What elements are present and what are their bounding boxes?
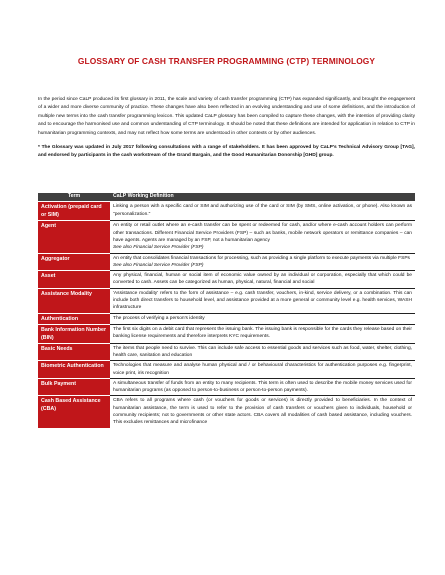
definition-text: The first six digits on a debit card that represent the issuing bank. The issuing bank is responsible for the cards they release based on their banking license requirements and therefore interprets KYC requirements.	[113, 326, 412, 339]
term-cell: Assistance Modality	[38, 288, 110, 313]
definition-cell	[110, 396, 415, 428]
definition-cell	[110, 202, 415, 221]
term-column-header: Term	[38, 193, 110, 202]
definition-cell	[110, 361, 415, 379]
glossary-table	[38, 193, 415, 428]
document-title: GLOSSARY OF CASH TRANSFER PROGRAMMING (CTP) TERMINOLOGY	[77, 56, 376, 66]
term-cell: Authentication	[38, 313, 110, 324]
definition-cell	[110, 253, 415, 271]
definition-cell	[110, 378, 415, 396]
definition-text: Linking a person with a specific card or SIM and authorizing use of the card or SIM (by SMS, online activation, or phone). Also known as "personalization."	[113, 204, 412, 217]
term-cell: Biometric Authentication	[38, 361, 110, 379]
definition-cell	[110, 313, 415, 324]
table-row	[38, 324, 415, 343]
definition-text: The items that people need to survive. This can include safe access to essential goods and services such as food, water, shelter, clothing, health care, sanitation and education	[113, 345, 412, 358]
table-row	[38, 378, 415, 396]
term-cell: Basic Needs	[38, 343, 110, 361]
glossary-header-row	[38, 193, 415, 202]
definition-text: 'Assistance modality' refers to the form of assistance – e.g. cash transfer, vouchers, in-kind, service delivery, or a combination. This can include both direct transfers to household level, and assistance provided at a more general or community level e.g. health services, WASH infrastructure	[113, 290, 412, 311]
definition-text: Any physical, financial, human or social item of economic value owned by an individual or corporation, especially that which could be converted to cash. Assets can be categorized as human, physical, natural, financial and social	[113, 273, 412, 286]
table-row	[38, 313, 415, 324]
update-note: * The Glossary was updated in July 2017 following consultations with a range of stakeholders. It has been approved by CaLP's Technical Advisory Group [TAG], and endorsed by participants in the cash workstream of the Grand Bargain, and the Good Humanitarian Donorship [GHD] group.	[38, 145, 415, 159]
term-cell: Cash Based Assistance (CBA)	[38, 396, 110, 428]
definition-text: The process of verifying a person's identity	[113, 315, 205, 321]
definition-text: A simultaneous transfer of funds from an entity to many recipients. This term is often used to describe the mobile money services used for humanitarian programs (as opposed to person-to-business or person-to-person payments).	[113, 380, 412, 394]
term-cell: Agent	[38, 221, 110, 253]
table-row	[38, 221, 415, 253]
definition-cell	[110, 343, 415, 361]
table-row	[38, 343, 415, 361]
table-row	[38, 396, 415, 428]
term-cell: Asset	[38, 271, 110, 289]
table-row	[38, 202, 415, 221]
intro-paragraph: In the period since CaLP produced its first glossary in 2011, the scale and variety of cash transfer programming (CTP) has expanded significantly, and brought the engagement of a wider and more diverse community of practice. These changes have also been reflected in an evolving understanding and use of some definitions, and the introduction of multiple new terms into the cash transfer programming lexicon. This updated CaLP glossary has been compiled to capture these changes, with the intention of providing clarity and to encourage the harmonised use and common understanding of CTP terminology. It should be noted that these definitions are intended for application in relation to CTP in humanitarian programming contexts, and may not reflect how some terms are understood in other contexts or by other audiences.	[38, 97, 415, 136]
term-cell: Bank Information Number (BIN)	[38, 324, 110, 343]
definition-cell	[110, 288, 415, 313]
definition-text: An entity or retail outlet where an e-cash transfer can be spent or redeemed for cash, and/or where e-cash account holders can perform other transactions. Different Financial Service Providers (FSP) – such as banks, mobile network operators or remittance companies – can have agents. Agents are managed by an FSP, not a humanitarian agency	[113, 223, 412, 243]
table-row	[38, 271, 415, 289]
definition-text: An entity that consolidates financial transactions for processing, such as providing a single platform to execute payments via multiple FSPs	[113, 255, 410, 261]
term-cell: Bulk Payment	[38, 378, 110, 396]
definition-cell	[110, 221, 415, 253]
term-cell: Aggregator	[38, 253, 110, 271]
term-cell: Activation (prepaid card or SIM)	[38, 202, 110, 221]
definition-cell	[110, 324, 415, 343]
see-also-text: See also Financial Service Provider (FSP)	[113, 262, 204, 268]
definition-text: CBA refers to all programs where cash (or vouchers for goods or services) is directly provided to beneficiaries. In the context of humanitarian assistance, the term is used to refer to the provision of cash transfers or vouchers given to individuals, household or community recipients; not to governments or other state actors. CBA covers all modalities of cash based assistance, including vouchers. This excludes remittances and microfinance	[113, 398, 412, 426]
table-row	[38, 361, 415, 379]
definition-column-header: CaLP Working Definition	[110, 193, 415, 202]
table-row	[38, 253, 415, 271]
intro-section	[38, 96, 415, 161]
definition-text: Technologies that measure and analyse human physical and / or behavioural characteristics for authentication purposes e.g. fingerprint, voice print, iris recognition	[113, 363, 412, 376]
definition-cell	[110, 271, 415, 289]
see-also-text: See also Financial Service Provider (FSP)	[113, 245, 204, 251]
table-row	[38, 288, 415, 313]
